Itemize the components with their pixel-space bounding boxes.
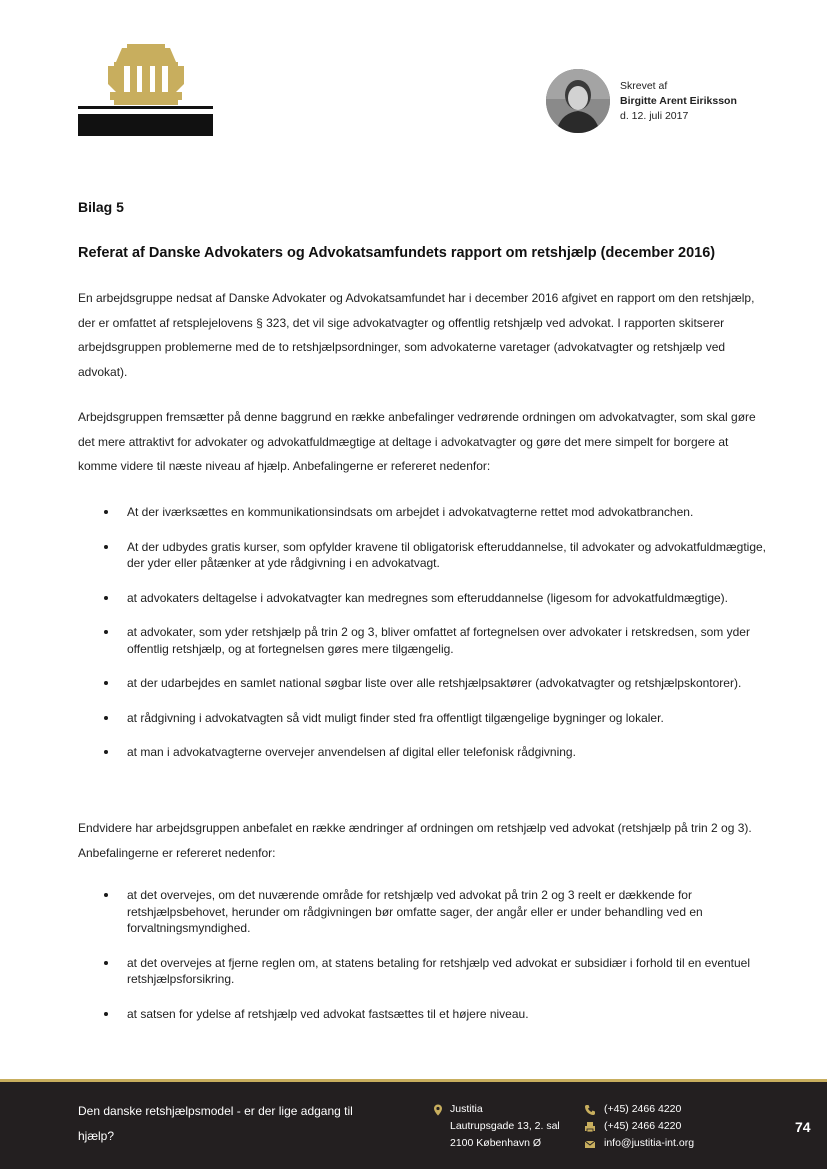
paragraph-recommendations: Arbejdsgruppen fremsætter på denne baggrund en række anbefalinger vedrørende ordningen om advokatvagter, som skal gøre det mere attraktivt for advokater og advokatfuldmægtige at deltage i advokatvagter og gøre det mere simpelt for borgere at komme videre til næste niveau af hjælp. Anbefalingerne er refereret nedenfor: [78,410,756,473]
author-date: d. 12. juli 2017 [620,109,689,122]
list-item: at der udarbejdes en samlet national søgbar liste over alle retshjælpsaktører (advokatvagter og retshjælpskontorer). [78,675,778,692]
document-title: Referat af Danske Advokaters og Advokatsamfundets rapport om retshjælp (december 2016) [78,245,716,261]
recommendation-list-retshjaelp [78,887,778,1022]
justitia-logo [78,44,213,136]
footer-city: 2100 København Ø [450,1137,542,1149]
recommendation-list-advokatvagter [78,504,778,761]
avatar [546,69,610,133]
page-number: 74 [795,1119,811,1135]
paragraph-changes: Endvidere har arbejdsgruppen anbefalet en række ændringer af ordningen om retshjælp ved advokat (retshjælp på trin 2 og 3). Anbefalingerne er refereret nedenfor: [78,821,752,860]
author-block [546,69,737,133]
list-item: at det overvejes, om det nuværende område for retshjælp ved advokat på trin 2 og 3 reelt er dækkende for retshjælpsbehovet, herunder om rådgivningen bør omfatte sager, der angår eller er under behandling ved en forvaltningsmyndighed. [78,887,778,937]
phone-icon [584,1104,596,1116]
list-item: at rådgivning i advokatvagten så vidt muligt finder sted fra offentligt tilgængelige bygninger og lokaler. [78,710,778,727]
footer-title: Den danske retshjælpsmodel - er der lige adgang til hjælp? [78,1104,353,1143]
location-pin-icon [432,1104,444,1116]
list-item: at advokater, som yder retshjælp på trin 2 og 3, bliver omfattet af fortegnelsen over advokater i retskredsen, som yder offentlig retshjælp, og at fortegnelsen gøres mere tilgængelig. [78,624,778,657]
paragraph-intro: En arbejdsgruppe nedsat af Danske Advokater og Advokatsamfundet har i december 2016 afgivet en rapport om den retshjælp, der er omfattet af retsplejelovens § 323, det vil sige advokatvagter og offentlig retshjælp ved advokat. I rapporten skitserer arbejdsgruppen problemerne med de to retshjælpsordninger, som advokaterne varetager (advokatvagter og retshjælp ved advokat). [78,291,755,379]
email-icon [584,1138,596,1150]
section-heading: Bilag 5 [78,199,124,215]
list-item: at advokaters deltagelse i advokatvagter kan medregnes som efteruddannelse (ligesom for advokatfuldmægtige). [78,590,778,607]
author-prefix: Skrevet af [620,79,668,92]
list-item: at satsen for ydelse af retshjælp ved advokat fastsættes til et højere niveau. [78,1006,778,1023]
page-footer [0,1079,827,1169]
list-item: At der udbydes gratis kurser, som opfylder kravene til obligatorisk efteruddannelse, til advokater og advokatfuldmægtige, der yder eller påtænker at yde rådgivning i en advokatvagt. [78,539,778,572]
list-item: At der iværksættes en kommunikationsindsats om arbejdet i advokatvagterne rettet mod advokatbranchen. [78,504,778,521]
footer-org: Justitia [450,1103,483,1115]
footer-phone: (+45) 2466 4220 [604,1103,682,1115]
footer-divider [0,1079,827,1082]
list-item: at det overvejes at fjerne reglen om, at statens betaling for retshjælp ved advokat er subsidiær i forhold til en eventuel retshjælpsforsikring. [78,955,778,988]
footer-email: info@justitia-int.org [604,1137,695,1149]
list-item: at man i advokatvagterne overvejer anvendelsen af digital eller telefonisk rådgivning. [78,744,778,761]
author-name: Birgitte Arent Eiriksson [620,94,737,107]
footer-address [432,1101,560,1152]
footer-contact [584,1101,694,1152]
footer-fax: (+45) 2466 4220 [604,1120,682,1132]
fax-icon [584,1121,596,1133]
footer-street: Lautrupsgade 13, 2. sal [450,1120,560,1132]
